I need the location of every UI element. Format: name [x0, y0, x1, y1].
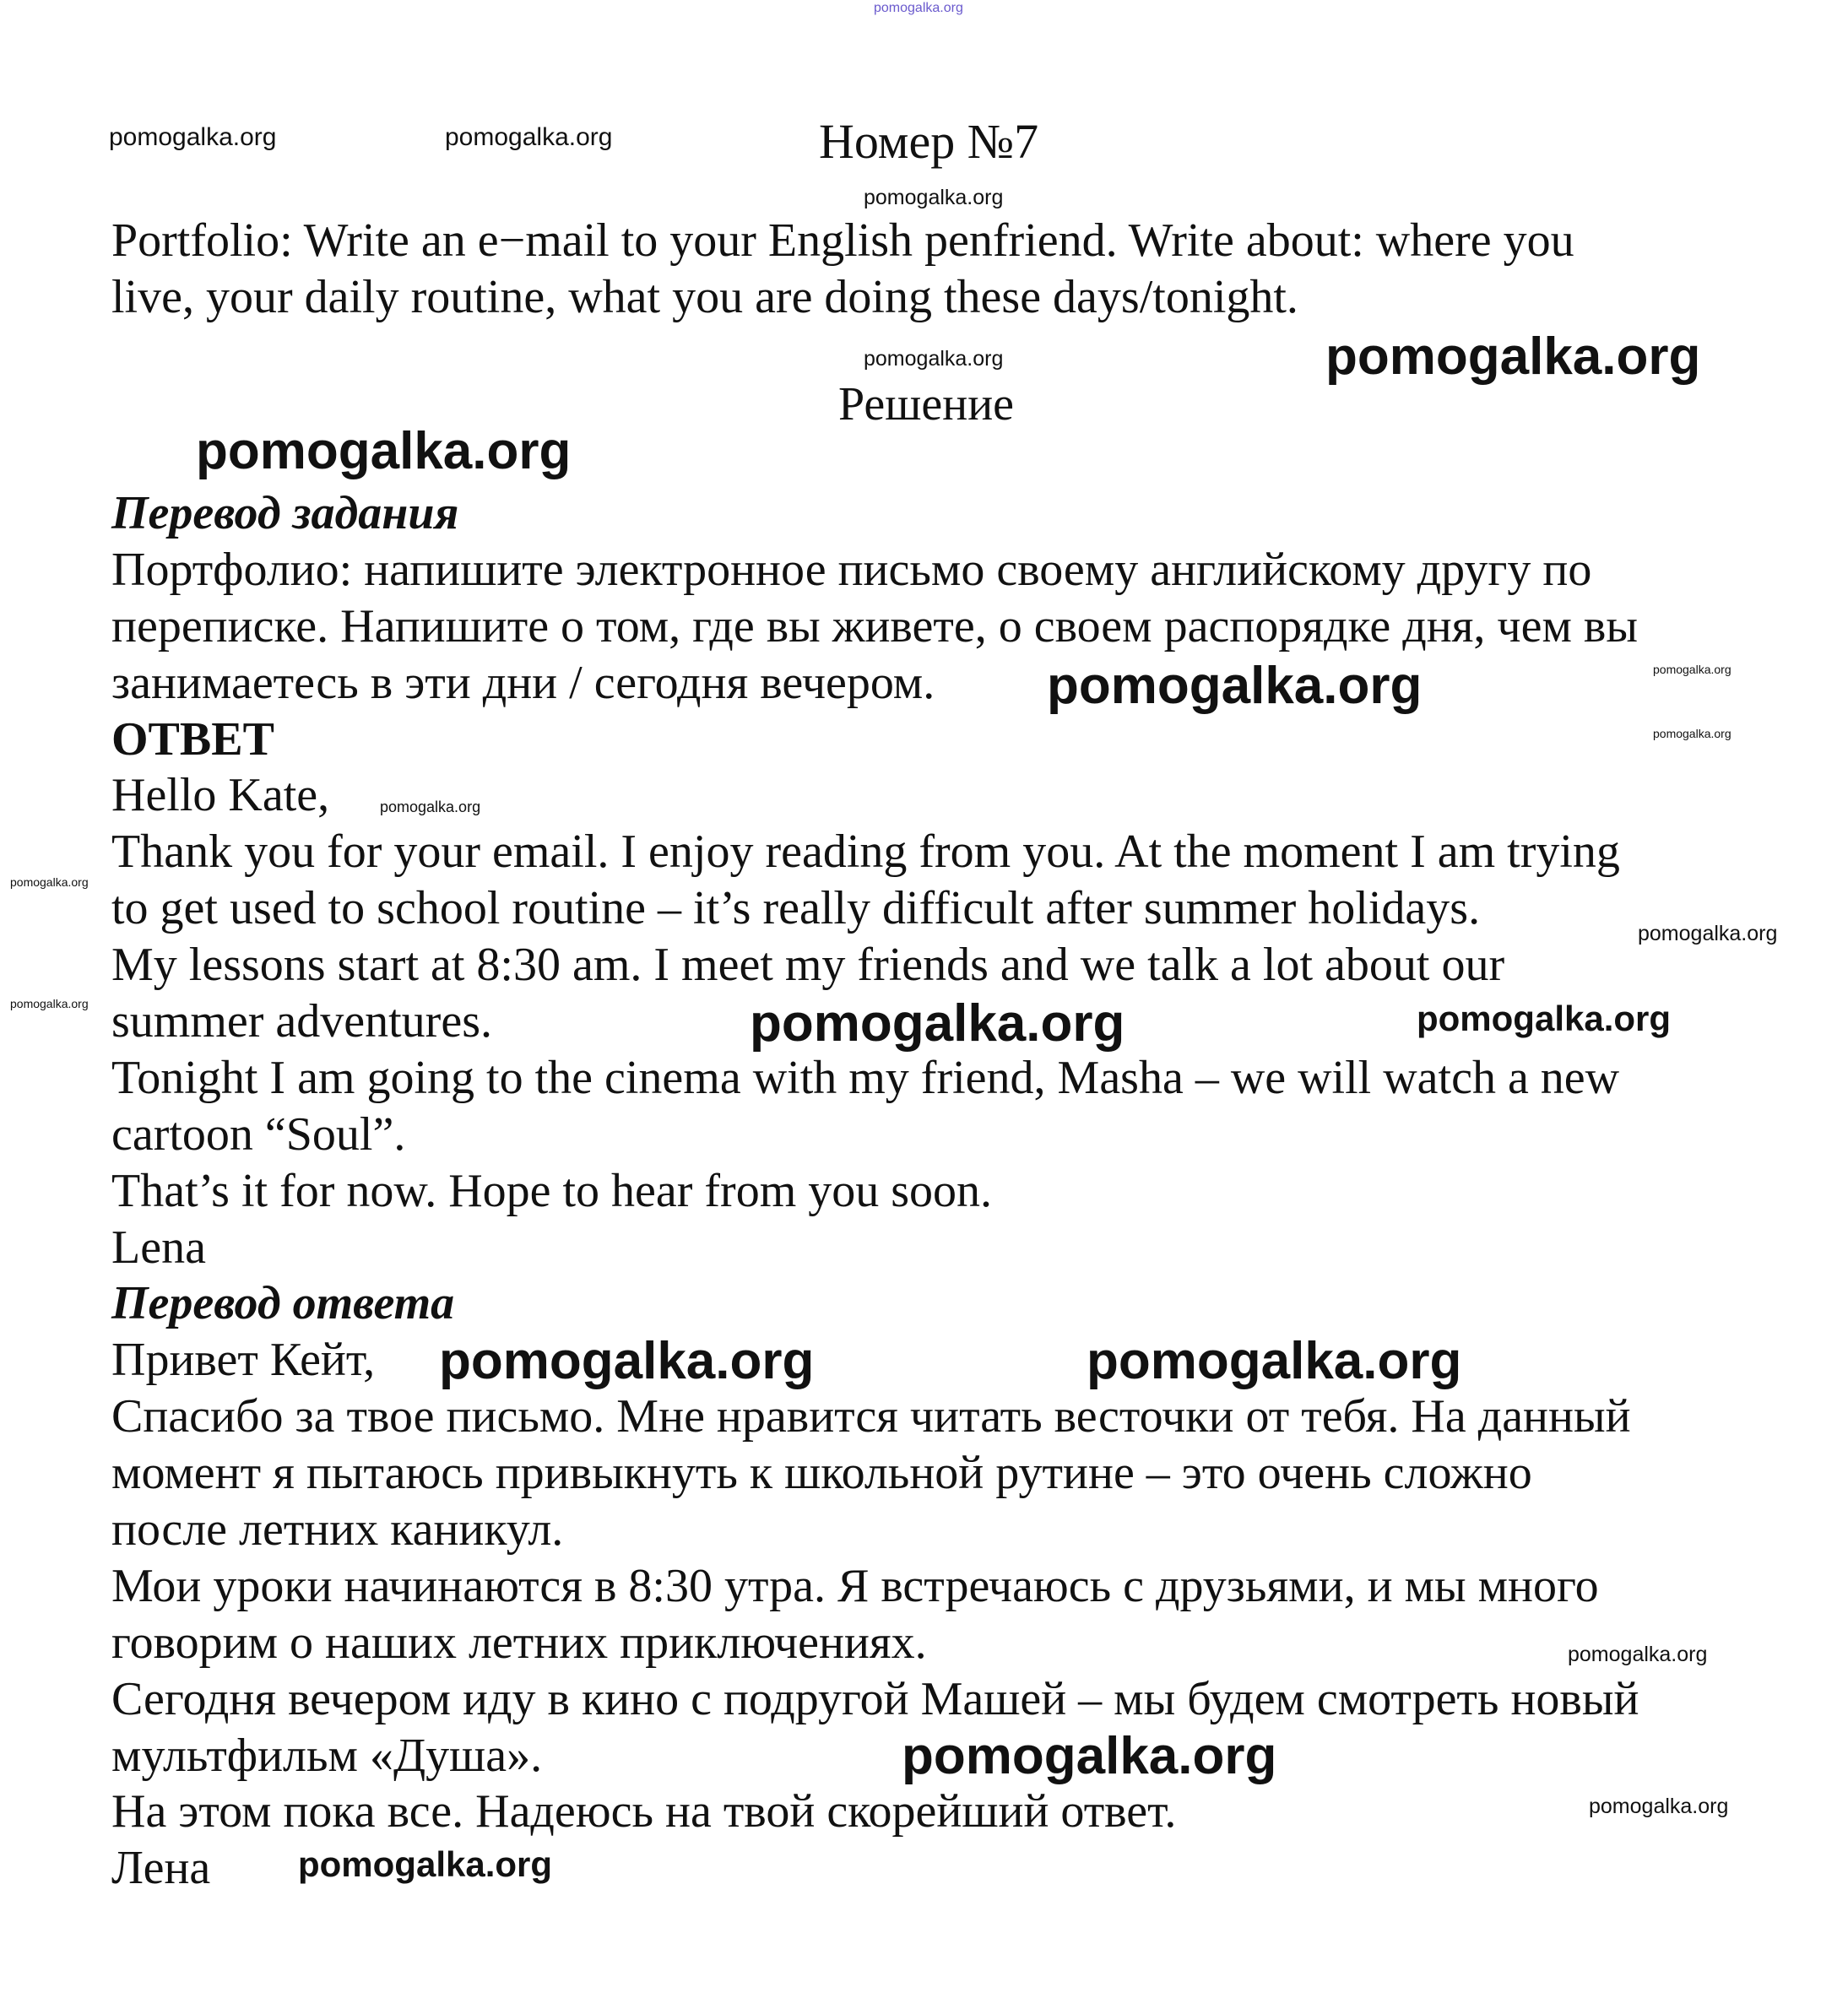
- page-title: Номер №7: [819, 114, 1039, 169]
- watermark: pomogalka.org: [380, 799, 481, 815]
- text-line: после летних каникул.: [111, 1503, 564, 1557]
- section-heading: ОТВЕТ: [111, 712, 274, 766]
- watermark: pomogalka.org: [1589, 1795, 1729, 1818]
- text-line: Портфолио: напишите электронное письмо своему английскому другу по: [111, 543, 1592, 596]
- text-line: занимаетесь в эти дни / сегодня вечером.: [111, 656, 935, 709]
- text-line: summer adventures.: [111, 995, 492, 1048]
- watermark: pomogalka.org: [1653, 727, 1731, 740]
- watermark: pomogalka.org: [1653, 663, 1731, 676]
- text-line: Tonight I am going to the cinema with my friend, Masha – we will watch a new: [111, 1051, 1620, 1104]
- text-line: переписке. Напишите о том, где вы живете, о своем распорядке дня, чем вы: [111, 599, 1638, 652]
- text-line: момент я пытаюсь привыкнуть к школьной рутине – это очень сложно: [111, 1447, 1532, 1500]
- watermark: pomogalka.org: [864, 186, 1004, 209]
- watermark: pomogalka.org: [445, 123, 613, 151]
- section-heading: Перевод задания: [111, 487, 459, 539]
- watermark: pomogalka.org: [439, 1332, 815, 1390]
- text-line: мультфильм «Душа».: [111, 1729, 543, 1782]
- watermark: pomogalka.org: [109, 123, 277, 151]
- watermark: pomogalka.org: [750, 994, 1125, 1053]
- watermark: pomogalka.org: [1087, 1332, 1462, 1390]
- watermark: pomogalka.org: [902, 1727, 1277, 1785]
- section-heading: Перевод ответа: [111, 1277, 455, 1330]
- text-line: My lessons start at 8:30 am. I meet my friends and we talk a lot about our: [111, 939, 1505, 992]
- watermark: pomogalka.org: [1638, 922, 1778, 945]
- text-line: That’s it for now. Hope to hear from you soon.: [111, 1164, 993, 1217]
- text-line: Лена: [111, 1842, 211, 1895]
- watermark: pomogalka.org: [874, 1, 963, 15]
- text-line: Спасибо за твое письмо. Мне нравится читать весточки от тебя. На данный: [111, 1390, 1631, 1443]
- watermark: pomogalka.org: [196, 422, 572, 480]
- text-line: Thank you for your email. I enjoy reading from you. At the moment I am trying: [111, 826, 1620, 879]
- watermark: pomogalka.org: [1047, 657, 1423, 715]
- watermark: pomogalka.org: [1417, 999, 1672, 1038]
- text-line: Сегодня вечером иду в кино с подругой Машей – мы будем смотреть новый: [111, 1672, 1639, 1725]
- watermark: pomogalka.org: [1568, 1643, 1708, 1666]
- text-line: Мои уроки начинаются в 8:30 утра. Я встречаюсь с друзьями, и мы много: [111, 1559, 1599, 1612]
- watermark: pomogalka.org: [1325, 328, 1701, 386]
- text-line: Hello Kate,: [111, 769, 330, 822]
- text-line: говорим о наших летних приключениях.: [111, 1616, 927, 1669]
- watermark: pomogalka.org: [864, 347, 1004, 371]
- text-line: to get used to school routine – it’s really difficult after summer holidays.: [111, 882, 1481, 935]
- text-line: Привет Кейт,: [111, 1334, 376, 1387]
- task-line: live, your daily routine, what you are doing these days/tonight.: [111, 271, 1298, 323]
- watermark: pomogalka.org: [10, 875, 89, 889]
- watermark: pomogalka.org: [10, 997, 89, 1010]
- text-line: cartoon “Soul”.: [111, 1107, 406, 1161]
- text-line: На этом пока все. Надеюсь на твой скорейший ответ.: [111, 1785, 1177, 1838]
- text-line: Lena: [111, 1221, 206, 1274]
- watermark: pomogalka.org: [298, 1844, 553, 1884]
- task-line: Portfolio: Write an e−mail to your English penfriend. Write about: where you: [111, 214, 1574, 267]
- solution-heading: Решение: [838, 378, 1015, 430]
